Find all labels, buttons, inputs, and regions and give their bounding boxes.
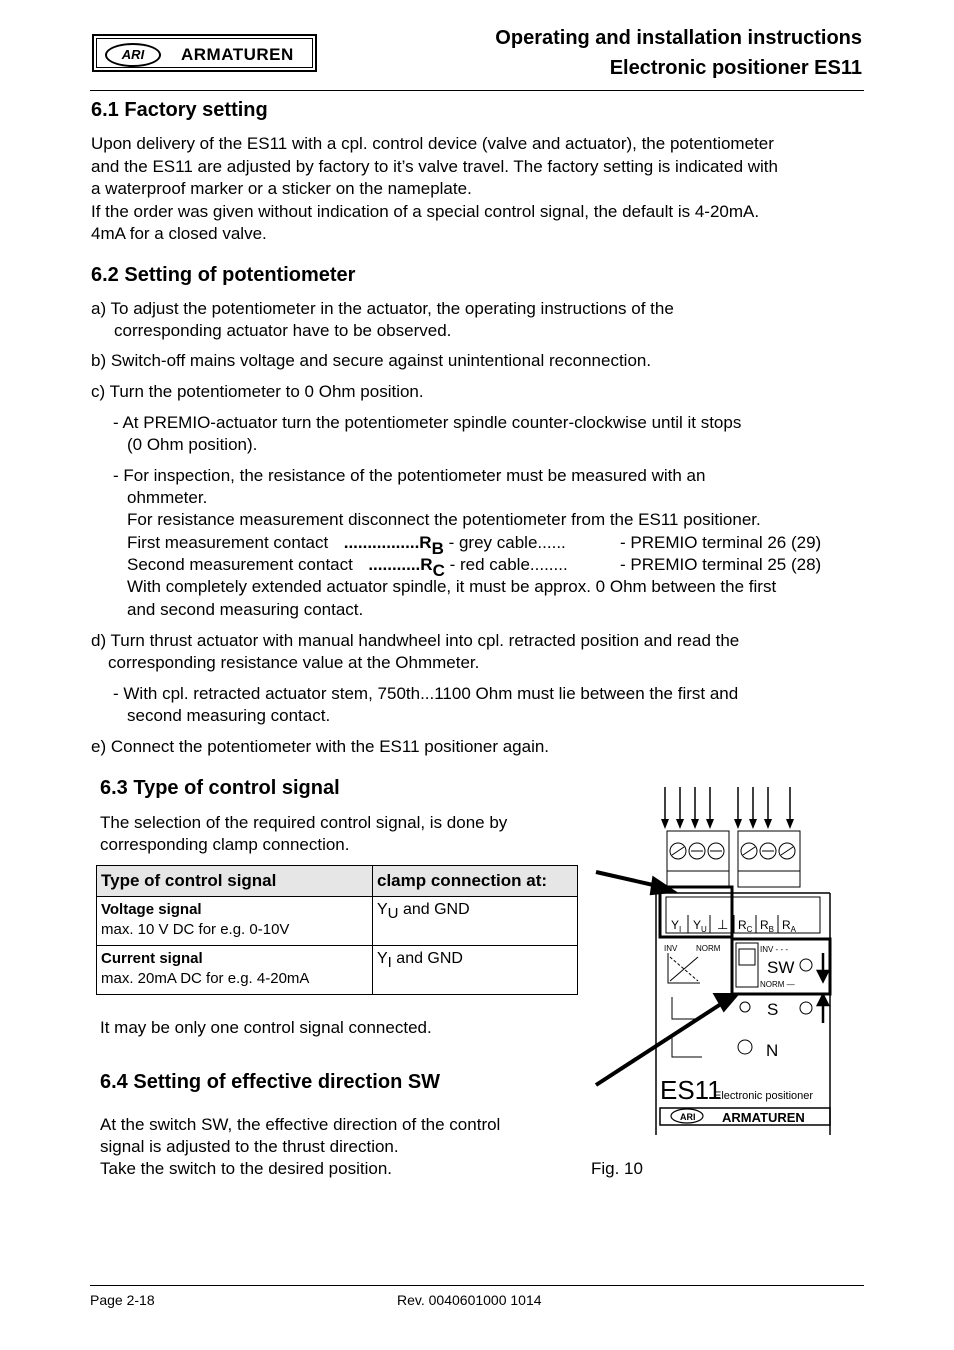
clamp-subscript: U bbox=[387, 905, 399, 923]
step-c2-line2: ohmmeter. bbox=[127, 488, 208, 507]
section-heading-6-3: 6.3 Type of control signal bbox=[100, 777, 340, 799]
figure-brand-name: ARMATUREN bbox=[722, 1110, 805, 1125]
section-6-4-line3: Take the switch to the desired position. bbox=[100, 1159, 392, 1178]
measurement-dots: ...........R bbox=[368, 555, 433, 574]
table-header-row bbox=[97, 866, 578, 897]
signal-type: Voltage signal bbox=[101, 901, 202, 918]
step-e: e) Connect the potentiometer with the ES11 positioner again. bbox=[91, 737, 550, 756]
section-6-3-note: It may be only one control signal connected. bbox=[100, 1018, 432, 1037]
signal-detail: max. 10 V DC for e.g. 0-10V bbox=[101, 921, 290, 938]
step-b: b) Switch-off mains voltage and secure against unintentional reconnection. bbox=[91, 351, 652, 370]
section-6-4-line2: signal is adjusted to the thrust direction. bbox=[100, 1137, 399, 1156]
measurement-cable: - red cable bbox=[449, 555, 530, 574]
header-title-line1: Operating and installation instructions bbox=[495, 27, 862, 49]
measurement-dots: ................R bbox=[343, 533, 432, 552]
clamp-symbol: Y bbox=[377, 950, 388, 967]
measurement-subscript: B bbox=[431, 539, 444, 558]
sw-label: SW bbox=[767, 958, 795, 977]
terminal-rc: $R_C$ bbox=[738, 918, 753, 934]
figure-brand-badge: ARI bbox=[680, 1112, 696, 1122]
step-d1-line2: second measuring contact. bbox=[127, 706, 331, 725]
page-number: Page 2-18 bbox=[90, 1292, 155, 1308]
revision-number: Rev. 0040601000 1014 bbox=[397, 1292, 542, 1308]
table-header-cell: clamp connection at: bbox=[373, 866, 578, 897]
table-header-cell: Type of control signal bbox=[97, 866, 373, 897]
measurement-terminal-2: - PREMIO terminal 25 (28) bbox=[620, 555, 822, 574]
logo-name: ARMATUREN bbox=[181, 45, 294, 64]
text-line: 4mA for a closed valve. bbox=[91, 224, 267, 243]
step-a-line1: a) To adjust the potentiometer in the actuator, the operating instructions of the bbox=[91, 299, 674, 318]
section-heading-6-2: 6.2 Setting of potentiometer bbox=[91, 264, 356, 286]
clamp-subscript: I bbox=[387, 954, 392, 972]
measurement-dots2: ........ bbox=[529, 555, 568, 574]
step-d-line2: corresponding resistance value at the Ohmmeter. bbox=[108, 653, 480, 672]
step-c2-line1: - For inspection, the resistance of the potentiometer must be measured with an bbox=[113, 466, 706, 485]
measurement-subscript: C bbox=[432, 561, 445, 580]
terminal-rb: $R_B$ bbox=[760, 918, 775, 934]
text-line: and the ES11 are adjusted by factory to it’s valve travel. The factory setting is indicated with bbox=[91, 156, 778, 176]
measurement-dots2: ...... bbox=[537, 533, 566, 552]
table-cell bbox=[373, 946, 578, 995]
measurement-label: Second measurement contact bbox=[127, 555, 353, 574]
logo-badge: ARI bbox=[105, 43, 161, 67]
step-a-line2: corresponding actuator have to be observed. bbox=[114, 321, 452, 340]
step-c2-line5: and second measuring contact. bbox=[127, 600, 364, 619]
norm-line-label: NORM — bbox=[760, 980, 795, 989]
company-logo bbox=[92, 34, 317, 72]
section-6-1-body bbox=[91, 133, 871, 246]
clamp-symbol: Y bbox=[377, 901, 388, 918]
measurement-cable: - grey cable bbox=[448, 533, 538, 552]
text-line: If the order was given without indication of a special control signal, the default is 4-20mA. bbox=[91, 201, 760, 221]
text-line: a waterproof marker or a sticker on the nameplate. bbox=[91, 179, 472, 198]
s-label: S bbox=[767, 1000, 779, 1019]
step-c2-line3: For resistance measurement disconnect the potentiometer from the ES11 positioner. bbox=[127, 510, 761, 529]
section-6-4-line1: At the switch SW, the effective direction of the control bbox=[100, 1115, 501, 1134]
terminal-ra: $R_A$ bbox=[782, 918, 797, 934]
ground-symbol: ⊥ bbox=[717, 917, 729, 932]
es11-label: ES11 bbox=[660, 1075, 722, 1105]
table-cell bbox=[97, 946, 373, 995]
inv-label: INV bbox=[664, 944, 678, 953]
step-c1-line1: - At PREMIO-actuator turn the potentiometer spindle counter-clockwise until it stops bbox=[113, 413, 742, 432]
signal-type: Current signal bbox=[101, 950, 203, 967]
section-6-3-line1: The selection of the required control signal, is done by bbox=[100, 813, 508, 832]
figure-caption: Fig. 10 bbox=[591, 1159, 643, 1178]
section-6-3-line2: corresponding clamp connection. bbox=[100, 835, 350, 854]
header-rule bbox=[90, 90, 864, 91]
table-row bbox=[97, 946, 578, 995]
footer-rule bbox=[90, 1285, 864, 1286]
step-c2-line4: With completely extended actuator spindle, it must be approx. 0 Ohm between the first bbox=[127, 577, 777, 596]
measurement-row-2 bbox=[127, 554, 568, 580]
positioner-figure bbox=[590, 775, 850, 1145]
table-cell bbox=[373, 897, 578, 946]
measurement-label: First measurement contact bbox=[127, 533, 329, 552]
table-row bbox=[97, 897, 578, 946]
terminal-yu: $Y_U$ bbox=[693, 918, 707, 934]
step-c1-line2: (0 Ohm position). bbox=[127, 435, 258, 454]
electronic-positioner-label: Electronic positioner bbox=[714, 1090, 814, 1102]
terminal-yi: $Y_I$ bbox=[671, 918, 682, 934]
header-title-line2: Electronic positioner ES11 bbox=[609, 57, 862, 79]
table-cell bbox=[97, 897, 373, 946]
step-d-line1: d) Turn thrust actuator with manual handwheel into cpl. retracted position and read the bbox=[91, 631, 740, 650]
clamp-rest: and GND bbox=[391, 950, 463, 967]
control-signal-table bbox=[96, 865, 578, 995]
step-c: c) Turn the potentiometer to 0 Ohm position. bbox=[91, 382, 424, 401]
signal-detail: max. 20mA DC for e.g. 4-20mA bbox=[101, 970, 310, 987]
text-line: Upon delivery of the ES11 with a cpl. control device (valve and actuator), the potentiometer bbox=[91, 134, 774, 153]
step-d1-line1: - With cpl. retracted actuator stem, 750th...1100 Ohm must lie between the first and bbox=[113, 684, 739, 703]
measurement-terminal-1: - PREMIO terminal 26 (29) bbox=[620, 533, 822, 552]
inv-dash-label: INV - - - bbox=[760, 945, 788, 954]
n-label: N bbox=[766, 1041, 779, 1060]
norm-label: NORM bbox=[696, 944, 721, 953]
clamp-rest: and GND bbox=[398, 901, 470, 918]
section-heading-6-4: 6.4 Setting of effective direction SW bbox=[100, 1071, 441, 1093]
measurement-row-1 bbox=[127, 532, 566, 558]
section-heading-6-1: 6.1 Factory setting bbox=[91, 99, 268, 121]
